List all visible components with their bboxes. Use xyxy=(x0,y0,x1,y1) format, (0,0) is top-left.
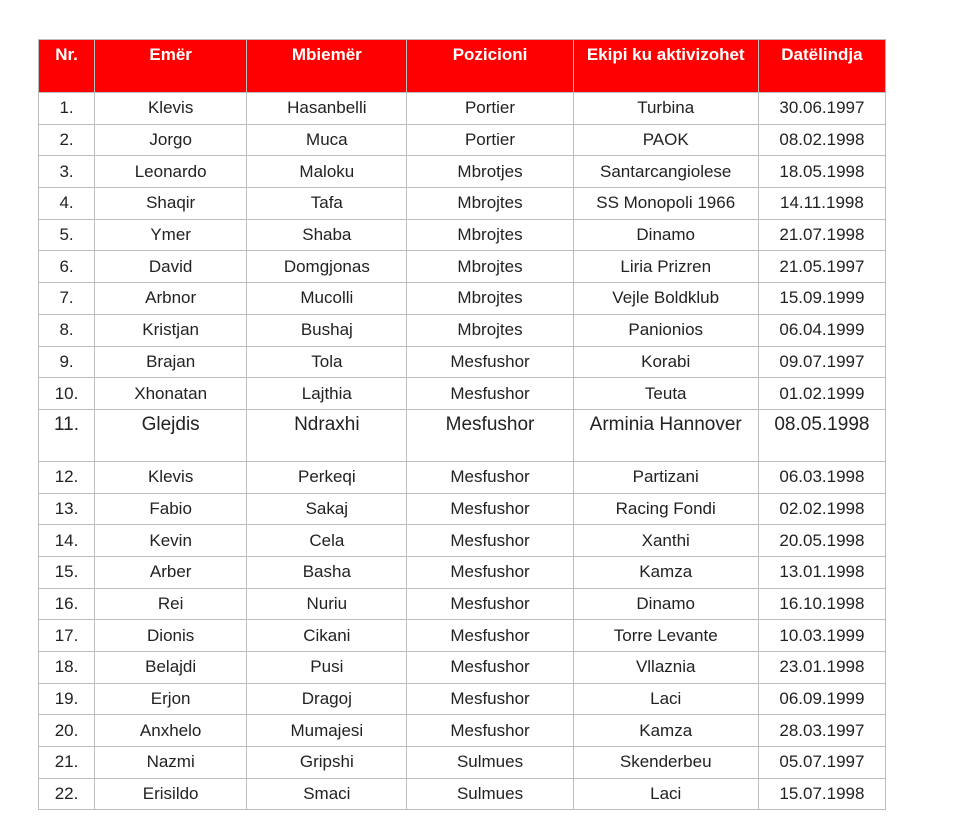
cell-emer: Dionis xyxy=(95,620,247,652)
cell-nr: 16. xyxy=(39,588,95,620)
cell-ekipi: Liria Prizren xyxy=(573,251,758,283)
cell-pozicioni: Mesfushor xyxy=(407,525,573,557)
table-row xyxy=(39,588,886,620)
cell-mbiemer: Basha xyxy=(247,556,407,588)
cell-emer: David xyxy=(95,251,247,283)
cell-datelindja: 13.01.1998 xyxy=(758,556,885,588)
cell-nr: 13. xyxy=(39,493,95,525)
cell-mbiemer: Nuriu xyxy=(247,588,407,620)
table-row xyxy=(39,124,886,156)
table-header xyxy=(39,40,886,93)
cell-ekipi: Laci xyxy=(573,683,758,715)
cell-pozicioni: Mbrotjes xyxy=(407,156,573,188)
cell-datelindja: 20.05.1998 xyxy=(758,525,885,557)
cell-mbiemer: Pusi xyxy=(247,652,407,684)
table-row xyxy=(39,409,886,461)
table-row xyxy=(39,683,886,715)
header-row xyxy=(39,40,886,93)
cell-nr: 17. xyxy=(39,620,95,652)
cell-emer: Fabio xyxy=(95,493,247,525)
header-mbiemer: Mbiemër xyxy=(247,40,407,93)
cell-pozicioni: Mesfushor xyxy=(407,556,573,588)
cell-pozicioni: Mbrojtes xyxy=(407,283,573,315)
cell-ekipi: Racing Fondi xyxy=(573,493,758,525)
cell-ekipi: Partizani xyxy=(573,461,758,493)
cell-nr: 9. xyxy=(39,346,95,378)
cell-mbiemer: Ndraxhi xyxy=(247,409,407,461)
cell-ekipi: Teuta xyxy=(573,378,758,410)
header-emer: Emër xyxy=(95,40,247,93)
cell-pozicioni: Mbrojtes xyxy=(407,251,573,283)
table-row xyxy=(39,219,886,251)
cell-pozicioni: Mbrojtes xyxy=(407,314,573,346)
cell-emer: Ymer xyxy=(95,219,247,251)
cell-ekipi: Santarcangiolese xyxy=(573,156,758,188)
cell-datelindja: 08.02.1998 xyxy=(758,124,885,156)
cell-datelindja: 06.09.1999 xyxy=(758,683,885,715)
cell-pozicioni: Mbrojtes xyxy=(407,219,573,251)
cell-emer: Arber xyxy=(95,556,247,588)
cell-emer: Leonardo xyxy=(95,156,247,188)
cell-emer: Erjon xyxy=(95,683,247,715)
cell-emer: Kristjan xyxy=(95,314,247,346)
cell-emer: Brajan xyxy=(95,346,247,378)
cell-mbiemer: Bushaj xyxy=(247,314,407,346)
cell-datelindja: 18.05.1998 xyxy=(758,156,885,188)
cell-pozicioni: Portier xyxy=(407,93,573,125)
cell-pozicioni: Mesfushor xyxy=(407,493,573,525)
cell-ekipi: PAOK xyxy=(573,124,758,156)
cell-emer: Arbnor xyxy=(95,283,247,315)
cell-datelindja: 16.10.1998 xyxy=(758,588,885,620)
cell-mbiemer: Sakaj xyxy=(247,493,407,525)
cell-emer: Nazmi xyxy=(95,747,247,779)
table-row xyxy=(39,747,886,779)
cell-datelindja: 02.02.1998 xyxy=(758,493,885,525)
cell-datelindja: 09.07.1997 xyxy=(758,346,885,378)
cell-datelindja: 23.01.1998 xyxy=(758,652,885,684)
cell-emer: Erisildo xyxy=(95,778,247,810)
cell-emer: Shaqir xyxy=(95,188,247,220)
cell-mbiemer: Smaci xyxy=(247,778,407,810)
cell-mbiemer: Cikani xyxy=(247,620,407,652)
header-pozicioni: Pozicioni xyxy=(407,40,573,93)
cell-mbiemer: Mucolli xyxy=(247,283,407,315)
header-nr: Nr. xyxy=(39,40,95,93)
cell-nr: 1. xyxy=(39,93,95,125)
cell-mbiemer: Gripshi xyxy=(247,747,407,779)
cell-nr: 20. xyxy=(39,715,95,747)
table-row xyxy=(39,652,886,684)
cell-datelindja: 06.04.1999 xyxy=(758,314,885,346)
cell-pozicioni: Sulmues xyxy=(407,778,573,810)
cell-emer: Glejdis xyxy=(95,409,247,461)
cell-nr: 19. xyxy=(39,683,95,715)
table-body xyxy=(39,93,886,810)
cell-nr: 7. xyxy=(39,283,95,315)
cell-mbiemer: Lajthia xyxy=(247,378,407,410)
table-row xyxy=(39,378,886,410)
cell-nr: 22. xyxy=(39,778,95,810)
cell-nr: 14. xyxy=(39,525,95,557)
table-row xyxy=(39,283,886,315)
header-ekipi: Ekipi ku aktivizohet xyxy=(573,40,758,93)
cell-datelindja: 08.05.1998 xyxy=(758,409,885,461)
cell-emer: Xhonatan xyxy=(95,378,247,410)
cell-datelindja: 28.03.1997 xyxy=(758,715,885,747)
cell-nr: 8. xyxy=(39,314,95,346)
cell-datelindja: 06.03.1998 xyxy=(758,461,885,493)
table-row xyxy=(39,620,886,652)
cell-emer: Belajdi xyxy=(95,652,247,684)
cell-nr: 18. xyxy=(39,652,95,684)
cell-nr: 2. xyxy=(39,124,95,156)
table-row xyxy=(39,188,886,220)
cell-ekipi: Laci xyxy=(573,778,758,810)
cell-mbiemer: Mumajesi xyxy=(247,715,407,747)
cell-mbiemer: Tafa xyxy=(247,188,407,220)
cell-mbiemer: Tola xyxy=(247,346,407,378)
table-row xyxy=(39,556,886,588)
table-row xyxy=(39,778,886,810)
table-row xyxy=(39,525,886,557)
cell-ekipi: Dinamo xyxy=(573,588,758,620)
cell-ekipi: Dinamo xyxy=(573,219,758,251)
cell-datelindja: 10.03.1999 xyxy=(758,620,885,652)
cell-datelindja: 01.02.1999 xyxy=(758,378,885,410)
cell-ekipi: Kamza xyxy=(573,715,758,747)
table-row xyxy=(39,251,886,283)
cell-nr: 6. xyxy=(39,251,95,283)
cell-datelindja: 21.05.1997 xyxy=(758,251,885,283)
cell-emer: Jorgo xyxy=(95,124,247,156)
cell-mbiemer: Cela xyxy=(247,525,407,557)
cell-datelindja: 14.11.1998 xyxy=(758,188,885,220)
cell-pozicioni: Mesfushor xyxy=(407,620,573,652)
table-row xyxy=(39,493,886,525)
cell-ekipi: Xanthi xyxy=(573,525,758,557)
table-row xyxy=(39,346,886,378)
cell-nr: 5. xyxy=(39,219,95,251)
cell-ekipi: Vejle Boldklub xyxy=(573,283,758,315)
cell-datelindja: 15.07.1998 xyxy=(758,778,885,810)
cell-nr: 10. xyxy=(39,378,95,410)
cell-nr: 11. xyxy=(39,409,95,461)
cell-mbiemer: Hasanbelli xyxy=(247,93,407,125)
cell-ekipi: Torre Levante xyxy=(573,620,758,652)
cell-pozicioni: Mesfushor xyxy=(407,346,573,378)
cell-pozicioni: Mesfushor xyxy=(407,409,573,461)
cell-nr: 4. xyxy=(39,188,95,220)
cell-mbiemer: Domgjonas xyxy=(247,251,407,283)
cell-ekipi: SS Monopoli 1966 xyxy=(573,188,758,220)
cell-datelindja: 30.06.1997 xyxy=(758,93,885,125)
cell-pozicioni: Sulmues xyxy=(407,747,573,779)
cell-ekipi: Arminia Hannover xyxy=(573,409,758,461)
cell-mbiemer: Shaba xyxy=(247,219,407,251)
cell-mbiemer: Maloku xyxy=(247,156,407,188)
cell-datelindja: 15.09.1999 xyxy=(758,283,885,315)
cell-pozicioni: Mesfushor xyxy=(407,683,573,715)
cell-pozicioni: Portier xyxy=(407,124,573,156)
cell-emer: Klevis xyxy=(95,461,247,493)
cell-pozicioni: Mesfushor xyxy=(407,378,573,410)
cell-emer: Rei xyxy=(95,588,247,620)
cell-ekipi: Panionios xyxy=(573,314,758,346)
table-row xyxy=(39,715,886,747)
cell-pozicioni: Mesfushor xyxy=(407,715,573,747)
cell-pozicioni: Mesfushor xyxy=(407,588,573,620)
cell-ekipi: Turbina xyxy=(573,93,758,125)
player-table xyxy=(38,39,886,810)
cell-ekipi: Kamza xyxy=(573,556,758,588)
cell-pozicioni: Mesfushor xyxy=(407,652,573,684)
cell-mbiemer: Perkeqi xyxy=(247,461,407,493)
table-row xyxy=(39,314,886,346)
cell-nr: 15. xyxy=(39,556,95,588)
cell-ekipi: Skenderbeu xyxy=(573,747,758,779)
cell-ekipi: Korabi xyxy=(573,346,758,378)
cell-mbiemer: Dragoj xyxy=(247,683,407,715)
table-row xyxy=(39,156,886,188)
cell-pozicioni: Mbrojtes xyxy=(407,188,573,220)
table-row xyxy=(39,461,886,493)
cell-datelindja: 05.07.1997 xyxy=(758,747,885,779)
cell-datelindja: 21.07.1998 xyxy=(758,219,885,251)
cell-nr: 12. xyxy=(39,461,95,493)
table-row xyxy=(39,93,886,125)
cell-nr: 3. xyxy=(39,156,95,188)
cell-pozicioni: Mesfushor xyxy=(407,461,573,493)
cell-nr: 21. xyxy=(39,747,95,779)
header-datelindja: Datëlindja xyxy=(758,40,885,93)
cell-mbiemer: Muca xyxy=(247,124,407,156)
cell-emer: Klevis xyxy=(95,93,247,125)
cell-emer: Anxhelo xyxy=(95,715,247,747)
cell-ekipi: Vllaznia xyxy=(573,652,758,684)
cell-emer: Kevin xyxy=(95,525,247,557)
